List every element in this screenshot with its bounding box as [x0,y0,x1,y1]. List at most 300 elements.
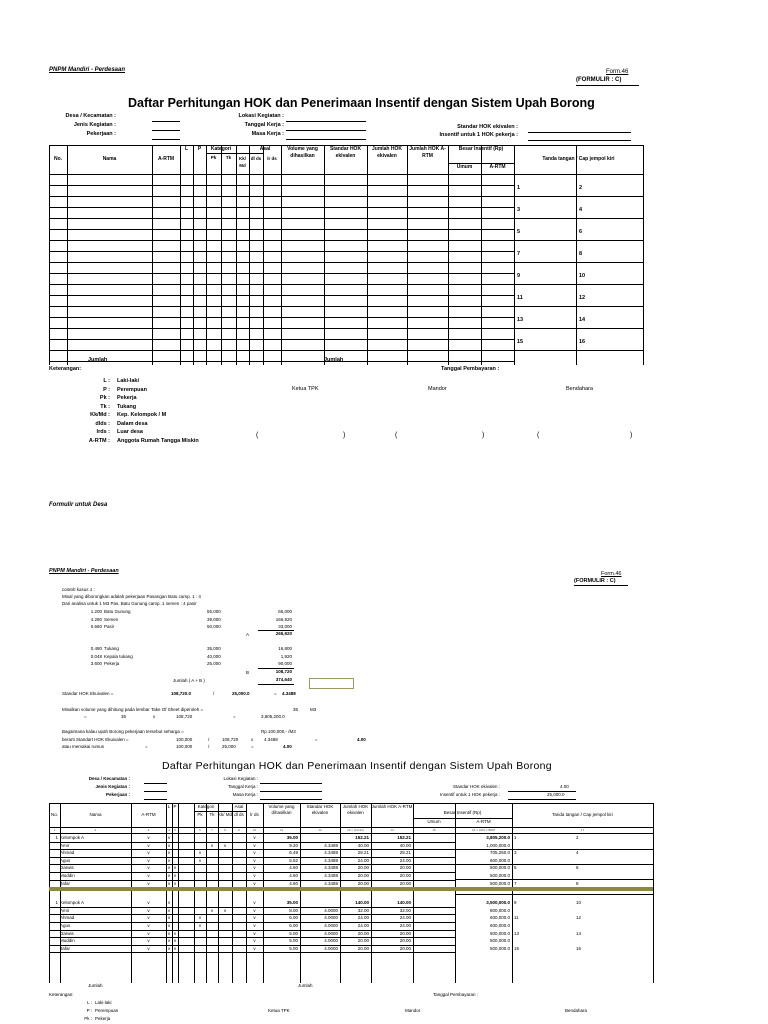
col-header: L [167,804,171,809]
form-number: Form.46 [606,69,629,75]
rule-line [49,350,514,351]
table-cell: 20.00 [357,945,369,951]
calc-line: Dari analisa untuk 1 M3 Pas. Batu Gunung camp. 1 semen : 4 pasir [62,601,197,606]
legend-key: A-RTM : [88,437,110,444]
table-cell: 35.00 [286,835,298,840]
table-cell: 6.00 [289,915,298,921]
berarti-cell: 108,720 [222,737,239,742]
misal-cell: = [84,714,87,719]
table-cell: v [253,930,256,936]
legend-key: Kk/Md : [90,412,110,418]
jumlah-label-2: Jumlah [88,983,103,988]
misal-cell: x [153,714,156,719]
field-label: Insentif untuk 1 HOK pekerja : [439,132,518,138]
op: = [274,691,277,696]
table-cell: v [253,880,256,886]
berarti-cell: / [208,737,210,742]
berarti-cell: 4.3488 [264,737,278,742]
table-cell: v [167,923,171,928]
rule-line [49,317,514,318]
atau-cell: atau memakai rumus [62,744,105,749]
field-label: Lokasi Kegiatan : [223,776,258,781]
col-header: No. [50,812,58,817]
tanggal-pembayaran-2: Tanggal Pembayaran : [433,992,479,997]
legend-key: dlds : [95,420,110,427]
col-number: 12 [318,828,322,832]
berarti-cell: x [251,737,254,742]
rule-line [367,145,368,365]
signature-number: 4 [579,207,583,213]
bracket: ( [537,432,540,439]
field-label: Jenis Kegiatan : [73,122,116,128]
table-cell: v [147,900,150,906]
standar-val: 108,720.0 [171,691,192,696]
rule-line [49,218,514,219]
table-cell: 40.00 [399,842,411,848]
table-cell: v [173,945,177,951]
table-cell: Agus [60,923,71,928]
item: Pekerja [104,661,120,666]
item: Pasir [104,624,115,629]
table-cell: 500,000.0 [489,945,510,951]
rule-line [193,145,194,365]
field-label: Tanggal Kerja : [227,784,258,789]
signature-number: 7 [517,251,521,257]
rule-line [152,145,153,365]
table-cell: 20.00 [399,873,411,878]
table-cell: v [167,857,171,863]
legend-key: L : [103,378,110,384]
legend-key: Pk : [99,395,110,401]
berarti-cell: berarti Standart HOK Ekuivalen = [62,737,129,742]
col-number: 16 = HOK x BRM [471,828,496,832]
misal-cell: 35 [121,714,127,719]
col-header: Asal [259,146,271,152]
signature-number: 1 [517,185,521,191]
qty: 0.660 [90,624,102,629]
sum-total: 374,640 [275,677,292,682]
subtotal: 66,000 [278,609,292,614]
col-header: dl ds [250,156,262,161]
table-cell: 500,000.0 [489,938,510,944]
table-cell: v [147,865,150,871]
col-header: Tanda tangan / Cap jempol kiri [542,156,615,162]
table-cell: Kelompok A [60,835,85,840]
table-cell: v [223,842,227,848]
table-cell: 3,500,000.0 [486,900,510,906]
field-label: Tanggal Kerja : [244,122,284,128]
table-cell: 5.52 [289,857,298,863]
col-header: Standar HOK ekivalen [306,804,334,815]
col-number: 9 [238,828,240,832]
col-number: 15 [432,828,436,832]
keterangan-label-2: Keterangan: [49,992,74,997]
table-cell: 4.0000 [324,907,338,913]
col-header: Volume yang dihasilkan [287,146,318,159]
field-label: Desa / Kecamatan : [65,113,116,119]
rule-line [49,306,514,307]
rule-line [144,783,167,784]
rule-line [514,328,643,329]
col-number: 8 [224,828,226,832]
table-cell: 5 [514,865,517,871]
table-cell: v [167,915,171,921]
col-header: Umum [456,164,473,170]
table-cell: v [147,857,150,863]
table-cell: 20.00 [357,930,369,936]
col-header: Besar Insentif (Rp) [443,810,482,815]
table-cell: v [198,915,202,921]
signature-number: 6 [579,229,583,235]
table-cell: v [173,873,177,878]
col-number: 4 [168,828,170,832]
col-number: 7 [211,828,213,832]
signature-number: 14 [579,317,586,323]
field-label: Standar HOK ekivalen : [457,124,518,130]
qty: 0.048 [90,653,102,659]
signature-number: 15 [517,339,524,345]
table-cell: 7 [514,880,517,886]
table-cell: 16 [576,945,582,951]
table-cell: 15 [514,945,520,951]
table-cell: 5.00 [289,930,298,936]
signature-number: 2 [579,185,583,191]
table-cell: 4.0000 [324,923,338,928]
standar-res: 4.3488 [282,691,296,696]
signature-number: 10 [579,273,586,279]
table-cell: Muddin [60,938,75,944]
rule-line [514,284,643,285]
table-cell: v [167,945,171,951]
item: Batu Gunung [104,609,131,614]
table-cell: 1,000,000.0 [486,842,510,848]
sign-bendahara-2: Bendahara [565,1008,588,1013]
price: 35,000 [207,646,221,651]
col-number: 6 [199,828,201,832]
table-cell: 40.00 [357,842,369,848]
col-header: P [197,146,202,152]
signature-number: 8 [579,251,583,257]
table-cell: v [253,865,256,871]
table-cell: 4.3488 [324,880,338,886]
table-cell: 20.00 [357,880,369,886]
jumlah-label-mid-2: Jumlah [298,983,313,988]
table-cell: v [147,923,150,928]
table-cell: 140.00 [355,900,369,906]
table-cell: 13 [514,930,520,936]
a-total: 265,920 [275,631,292,636]
table-cell: Ahmad [60,915,75,921]
rule-line [514,240,643,241]
header-org-2: PNPM Mandiri - Perdesaan [49,568,119,574]
col-number: 10 [252,828,257,832]
table-cell: v [167,930,171,936]
field-label: Lokasi Kegiatan : [238,113,284,119]
table-cell: 6.49 [289,850,298,856]
rule-line [528,132,631,133]
rule-line [281,145,282,365]
rule-line [286,130,366,131]
qty: 1.200 [90,609,102,614]
legend-key: P : [86,1008,92,1013]
table-cell: 24.00 [357,915,369,921]
table-cell: v [147,842,150,848]
table-cell: Darwis [60,930,74,936]
table-cell: 20.00 [357,865,369,871]
table-cell: v [253,857,256,863]
bracket: ) [482,432,485,439]
rule-line [508,791,576,792]
rule-line [67,145,68,365]
qty: 4.280 [90,616,102,622]
col-header: No. [53,156,63,162]
signature-number: 9 [517,273,521,279]
col-header: A-RTM [157,156,175,162]
calc-line: contoh kasus 1 : [62,587,95,592]
col-number: 5 [174,828,176,832]
berarti-cell: = [315,737,318,742]
rule-line [152,121,180,122]
table-cell: 705,250.0 [489,850,510,856]
price: 55,000 [207,609,221,614]
subtotal: 90,000 [278,661,292,666]
highlight-box [309,678,354,689]
table-cell: 24.00 [399,857,411,863]
field-value: 4.00 [560,784,569,789]
table-cell: v [253,945,256,951]
page-title: Daftar Perhitungan HOK dan Penerimaan Insentif dengan Sistem Upah Borong [128,96,595,110]
price: 50,000 [207,624,221,629]
rule-line [514,350,643,351]
form-number-2: Form.46 [601,571,622,577]
standar-label: Standar HOK Ekuivalen = [62,691,114,696]
legend-key: lrds : [96,429,110,435]
legend-value: Luar desa [117,429,143,435]
bracket: ) [343,432,346,439]
table-cell: 20.00 [399,930,411,936]
table-cell: 20.00 [399,865,411,871]
table-cell: 12 [576,915,582,921]
table-cell: Ahmad [60,850,75,856]
col-header: Jumlah HOK ekivalen [342,804,369,815]
rule-line [260,799,322,800]
rule-line [49,229,514,230]
atau-cell: 4.00 [283,744,292,749]
col-header: dl ds [234,812,244,817]
table-cell: 32.00 [357,907,369,913]
sum-label: Jumlah ( A + B ) [173,678,205,683]
col-header: lr ds [267,156,277,161]
table-cell: 2 [576,835,579,840]
table-cell: 1 [55,900,58,906]
table-cell: 28.21 [357,850,369,856]
subtotal: 33,000 [278,624,292,629]
rule-line [455,894,653,895]
rule-line [206,153,263,154]
bagai-val: Rp.100,000,- /M3 [261,729,296,734]
col-header: lr ds [250,812,259,817]
rule-line [286,139,366,140]
col-header: Tanda tangan / Cap jempol kiri [552,812,613,817]
sign-mandor-2: Mandor [405,1008,421,1013]
table-cell: v [167,835,171,840]
field-label: Pekerjaan : [105,792,130,797]
rule-line [508,799,576,800]
rule-line [49,207,514,208]
table-cell: 20.00 [399,880,411,886]
table-cell: 5.00 [289,938,298,944]
table-cell: 8.00 [289,907,298,913]
table-cell: Jafar [60,945,71,951]
rule-line [152,139,180,140]
table-cell: 500,000.0 [489,865,510,871]
table-cell: 24.00 [357,923,369,928]
rule-line [178,803,179,983]
table-cell: v [147,850,150,856]
table-cell: 6.00 [289,923,298,928]
col-header: Jumlah HOK ekivalen [371,146,402,159]
col-header: L [184,146,189,152]
legend-key: Tk : [100,403,110,410]
rule-line [260,791,322,792]
rule-line [206,145,207,365]
table-cell: 8 [576,880,579,886]
table-cell: Amir [60,842,70,848]
table-cell: v [147,938,150,944]
calc-line: Misal yang diborongkan adalah pekerjaan Pasangan Batu camp. 1 : 4 [62,594,201,599]
sign-ketua: Ketua TPK [292,386,319,392]
col-header: Umum [427,819,441,824]
col-number: 3 [147,828,150,832]
sign-ketua-2: Ketua TPK [268,1008,290,1013]
table-cell: 500,000.0 [489,930,510,936]
atau-cell: = [145,744,148,749]
header-org: PNPM Mandiri - Perdesaan [49,67,126,73]
table-cell: v [223,907,227,913]
table-cell: 1 [55,835,58,840]
table-cell: 500,000.0 [489,880,510,886]
a-label: A [246,632,250,637]
atau-cell: / [208,744,210,749]
table-cell: 600,000.0 [489,857,510,863]
legend-value: Dalam desa [117,420,148,427]
table-cell: 500,000.0 [489,873,510,878]
table-cell: 4.60 [289,880,298,886]
field-label: Masa Kerja : [232,792,258,797]
form-code: (FORMULIR : C) [576,77,622,83]
b-label: B [246,670,250,675]
legend-value: Perempuan [117,386,147,393]
table-cell: v [253,873,256,878]
table-cell: v [167,865,171,871]
col-header: Besar Insentif (Rp) [458,146,504,152]
legend-value: Laki-laki [117,378,140,384]
table-cell: v [210,842,214,848]
table-cell: 152.21 [355,835,369,840]
table-cell: 28.21 [399,850,411,856]
table-cell: v [198,857,202,863]
misal-cell: = [233,714,236,719]
misal-line: Misalkan volume yang dihitung pada lembar Take Of Sheet diperoleh = [62,707,204,712]
col-header: Kategori [197,804,215,809]
table-cell: v [253,915,256,921]
legend-value: Kep. Kelompok / M [117,412,167,418]
table-cell: v [147,835,150,840]
table-cell: 20.00 [399,938,411,944]
subtotal: 1,920 [280,653,292,659]
table-cell: v [147,873,150,878]
rule-line [514,262,643,263]
table-cell: v [253,923,256,928]
col-header: Tk [225,155,232,160]
rule-line [236,145,237,365]
price: 25,000 [207,661,221,666]
col-number: 17 [580,828,585,832]
footer-note: Formulir untuk Desa [49,502,108,508]
col-header: P [173,804,177,809]
table-cell: Agus [60,857,71,863]
signature-number: 13 [517,317,524,323]
table-cell: Jafar [60,880,71,886]
field-label: Desa / Kecamatan : [88,776,130,781]
rule-line [49,339,514,340]
signature-number: 12 [579,295,586,301]
legend-key: L : [87,1000,92,1005]
rule-line [514,218,643,219]
op: / [213,691,215,696]
col-number: 11 [279,828,284,832]
legend-value: Anggota Rumah Tangga Miskin [117,437,199,444]
field-label: Jenis Kegiatan : [95,784,130,789]
table-cell: v [167,880,171,886]
rule-line [263,145,264,365]
table-cell: 20.00 [399,945,411,951]
table-cell: 24.00 [399,915,411,921]
price: 39,000 [207,616,221,622]
table-cell: 4.3488 [324,873,338,878]
col-header: Kk/ Md [238,156,246,168]
table-cell: v [210,907,214,913]
table-cell: v [173,938,177,944]
bracket: ) [630,432,633,439]
table-cell: v [167,850,171,856]
table-cell: 4.0000 [324,930,338,936]
table-cell: 152.21 [397,835,411,840]
table-cell: v [147,915,150,921]
table-cell: 11 [514,915,519,921]
col-header: Kk/ Md [218,812,233,817]
table-cell: v [167,907,171,913]
misal-cell: 3,805,200.0 [261,714,285,719]
jumlah-label-mid: Jumlah [324,357,344,363]
col-header: A-RTM [141,812,156,817]
rule-line [180,145,181,365]
table-cell: 4.3488 [324,842,338,848]
table-cell: v [253,938,256,944]
col-header: Tk [209,812,215,817]
table-cell: 5.00 [289,945,298,951]
table-cell: v [167,938,171,944]
rule-line [49,833,653,834]
table-cell: v [173,865,177,871]
field-label: Pekerjaan : [86,131,116,137]
table-cell: v [147,907,150,913]
rule-line [528,140,631,141]
col-header: Volume yang dihasilkan [268,804,295,815]
table-cell: 4.60 [289,873,298,878]
qty: 0.480 [90,646,102,651]
table-cell: 800,000.0 [489,907,510,913]
